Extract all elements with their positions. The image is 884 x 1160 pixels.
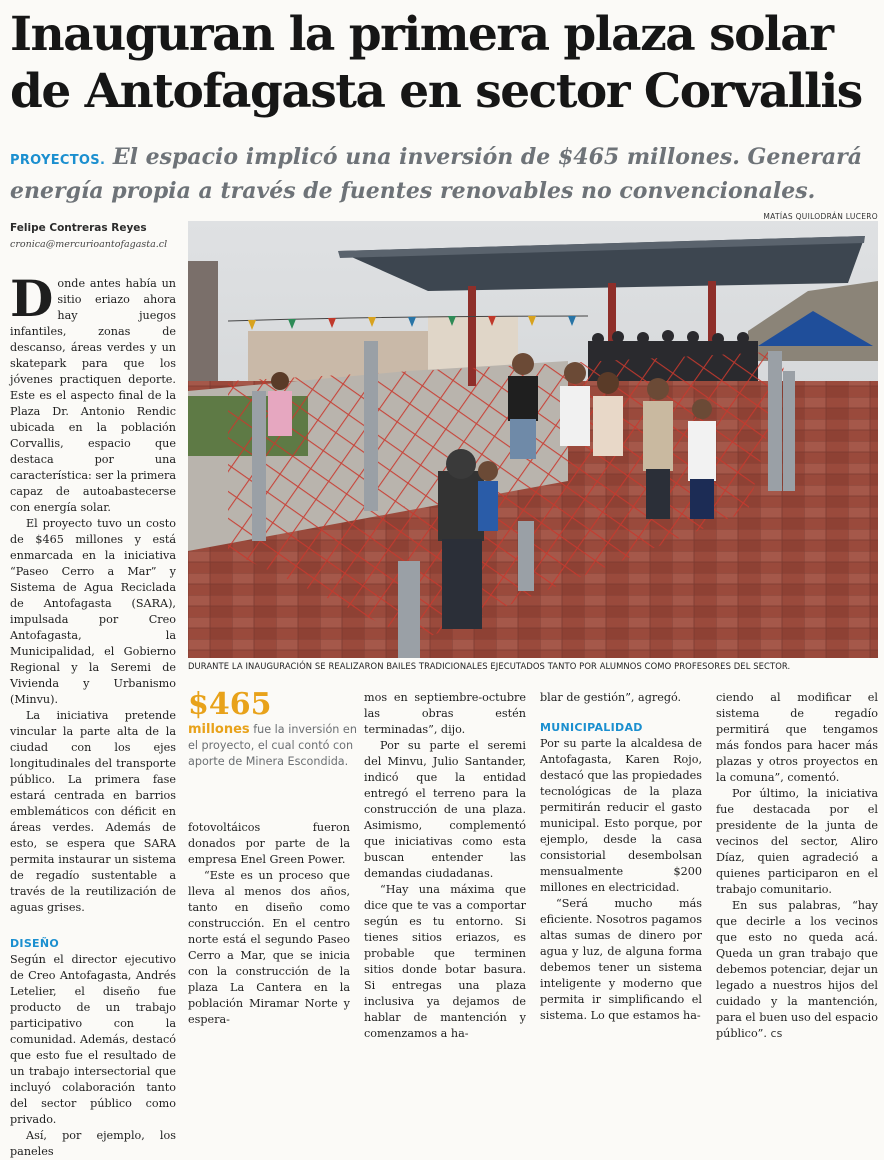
fact-unit: millones	[188, 722, 250, 737]
article-column-2	[188, 820, 350, 1028]
byline-email: cronica@mercurioantofagasta.cl	[10, 239, 168, 250]
paragraph: “Será mucho más eficiente. Nosotros pagamos altas sumas de dinero por agua y luz, de alguna forma debemos tener un sistema inteligente y moderno que permita ir simplificando el sistema. Lo que estamos ha-	[540, 897, 702, 1022]
photo-caption: DURANTE LA INAUGURACIÓN SE REALIZARON BAILES TRADICIONALES EJECUTADOS TANTO POR ALUMNOS COMO PROFESORES DEL SECTOR.	[188, 661, 791, 671]
dek	[10, 142, 876, 206]
headline	[10, 6, 876, 120]
subhead-municipalidad: MUNICIPALIDAD	[540, 721, 643, 734]
paragraph: Según el director ejecutivo de Creo Antofagasta, Andrés Letelier, el diseño fue producto de un trabajo participativo con la comunidad. Además, destacó que esto fue el resultado de un trabajo intersectorial que incluyó colaboración tanto del sector público como privado.	[10, 953, 176, 1126]
paragraph: ciendo al modificar el sistema de regadío permitirá que tengamos más fondos para hacer más plazas y otros proyectos en la comuna”, comentó.	[716, 691, 878, 784]
closing-paragraph-text: En sus palabras, “hay que decirle a los vecinos que esto no queda acá. Queda un gran trabajo que debemos potenciar, dejar un legado a nuestros hijos del cuidado y la mantención, para el buen uso del espacio público”.	[716, 899, 878, 1040]
drop-cap: D	[10, 269, 54, 328]
fact-box	[188, 688, 358, 770]
paragraph: Por su parte la alcaldesa de Antofagasta, Karen Rojo, destacó que las propiedades tecnológicas de la plaza permitirán reducir el gasto municipal. Esto porque, por ejemplo, desde la casa consistorial desembolsan mensualmente $200 millones en electricidad.	[540, 737, 702, 894]
article-column-1	[10, 269, 176, 1160]
paragraph: blar de gestión”, agregó.	[540, 691, 682, 704]
end-mark: cs	[770, 1027, 783, 1040]
paragraph: “Hay una máxima que dice que te vas a comportar según es tu entorno. Si tienes sitios eriazos, es probable que terminen sitios donde botar basura. Si entregas una plaza inclusiva ya dejamos de hablar de mantención y comenzamos a ha-	[364, 883, 526, 1040]
paragraph: Por último, la iniciativa fue destacada por el presidente de la junta de vecinos del sector, Aliro Díaz, quien agradeció a quienes participaron en el trabajo comunitario.	[716, 787, 878, 896]
article-column-3	[364, 690, 526, 1042]
dek-text: El espacio implicó una inversión de $465 millones. Generará energía propia a través de fuentes renovables no convencionales.	[10, 144, 863, 204]
paragraph	[716, 898, 878, 1042]
paragraph: mos en septiembre-octubre las obras estén terminadas”, dijo.	[364, 691, 526, 736]
fact-text	[188, 722, 358, 770]
fact-amount: $465	[188, 687, 272, 722]
byline-author: Felipe Contreras Reyes	[10, 222, 147, 234]
fact-description: fue la inversión en el proyecto, el cual contó con aporte de Minera Escondida.	[188, 723, 357, 768]
photo-plaza-inauguration	[188, 221, 878, 658]
article-column-5	[716, 690, 878, 1042]
article-column-4	[540, 690, 702, 1024]
paragraph: La iniciativa pretende vincular la parte alta de la ciudad con los ejes longitudinales del transporte público. La primera fase estará centrada en barrios emblemáticos con déficit en áreas verdes. Además de esto, se espera que SARA permita instaurar un sistema de regadío sustentable a través de la reutilización de aguas grises.	[10, 709, 176, 914]
paragraph: Así, por ejemplo, los paneles	[10, 1129, 176, 1158]
headline-line-1: Inauguran la primera plaza solar	[10, 7, 833, 62]
headline-line-2: de Antofagasta en sector Corvallis	[10, 64, 862, 119]
photo-illustration	[188, 221, 878, 658]
paragraph: fotovoltáicos fueron donados por parte de la empresa Enel Green Power.	[188, 821, 350, 866]
paragraph: El proyecto tuvo un costo de $465 millones y está enmarcada en la iniciativa “Paseo Cerro a Mar” y Sistema de Agua Reciclada de Antofagasta (SARA), impulsada por Creo Antofagasta, la Municipalidad, el Gobierno Regional y la Seremi de Vivienda y Urbanismo (Minvu).	[10, 517, 176, 706]
subhead-diseno: DISEÑO	[10, 937, 60, 950]
paragraph: “Este es un proceso que lleva al menos dos años, tanto en diseño como construcción. En el centro norte está el segundo Paseo Cerro a Mar, que se inicia con la construcción de la plaza La Cantera en la población Miramar Norte y espera-	[188, 869, 350, 1026]
paragraph: Por su parte el seremi del Minvu, Julio Santander, indicó que la entidad entregó el terreno para la construcción de una plaza. Asimismo, complementó que iniciativas como esta buscan entender las demandas ciudadanas.	[364, 739, 526, 880]
photo-credit: MATÍAS QUILODRÁN LUCERO	[763, 212, 878, 221]
dek-kicker: PROYECTOS.	[10, 153, 106, 168]
lead-paragraph	[10, 269, 176, 516]
lead-paragraph-text: onde antes había un sitio eriazo ahora hay juegos infantiles, zonas de descanso, áreas verdes y un skatepark para que los jóvenes practiquen deporte. Este es el aspecto final de la Plaza Dr. Antonio Rendic ubicada en la población Corvallis, espacio que destaca por una característica: ser la primera capaz de autoabastecerse con energía solar.	[10, 277, 176, 514]
